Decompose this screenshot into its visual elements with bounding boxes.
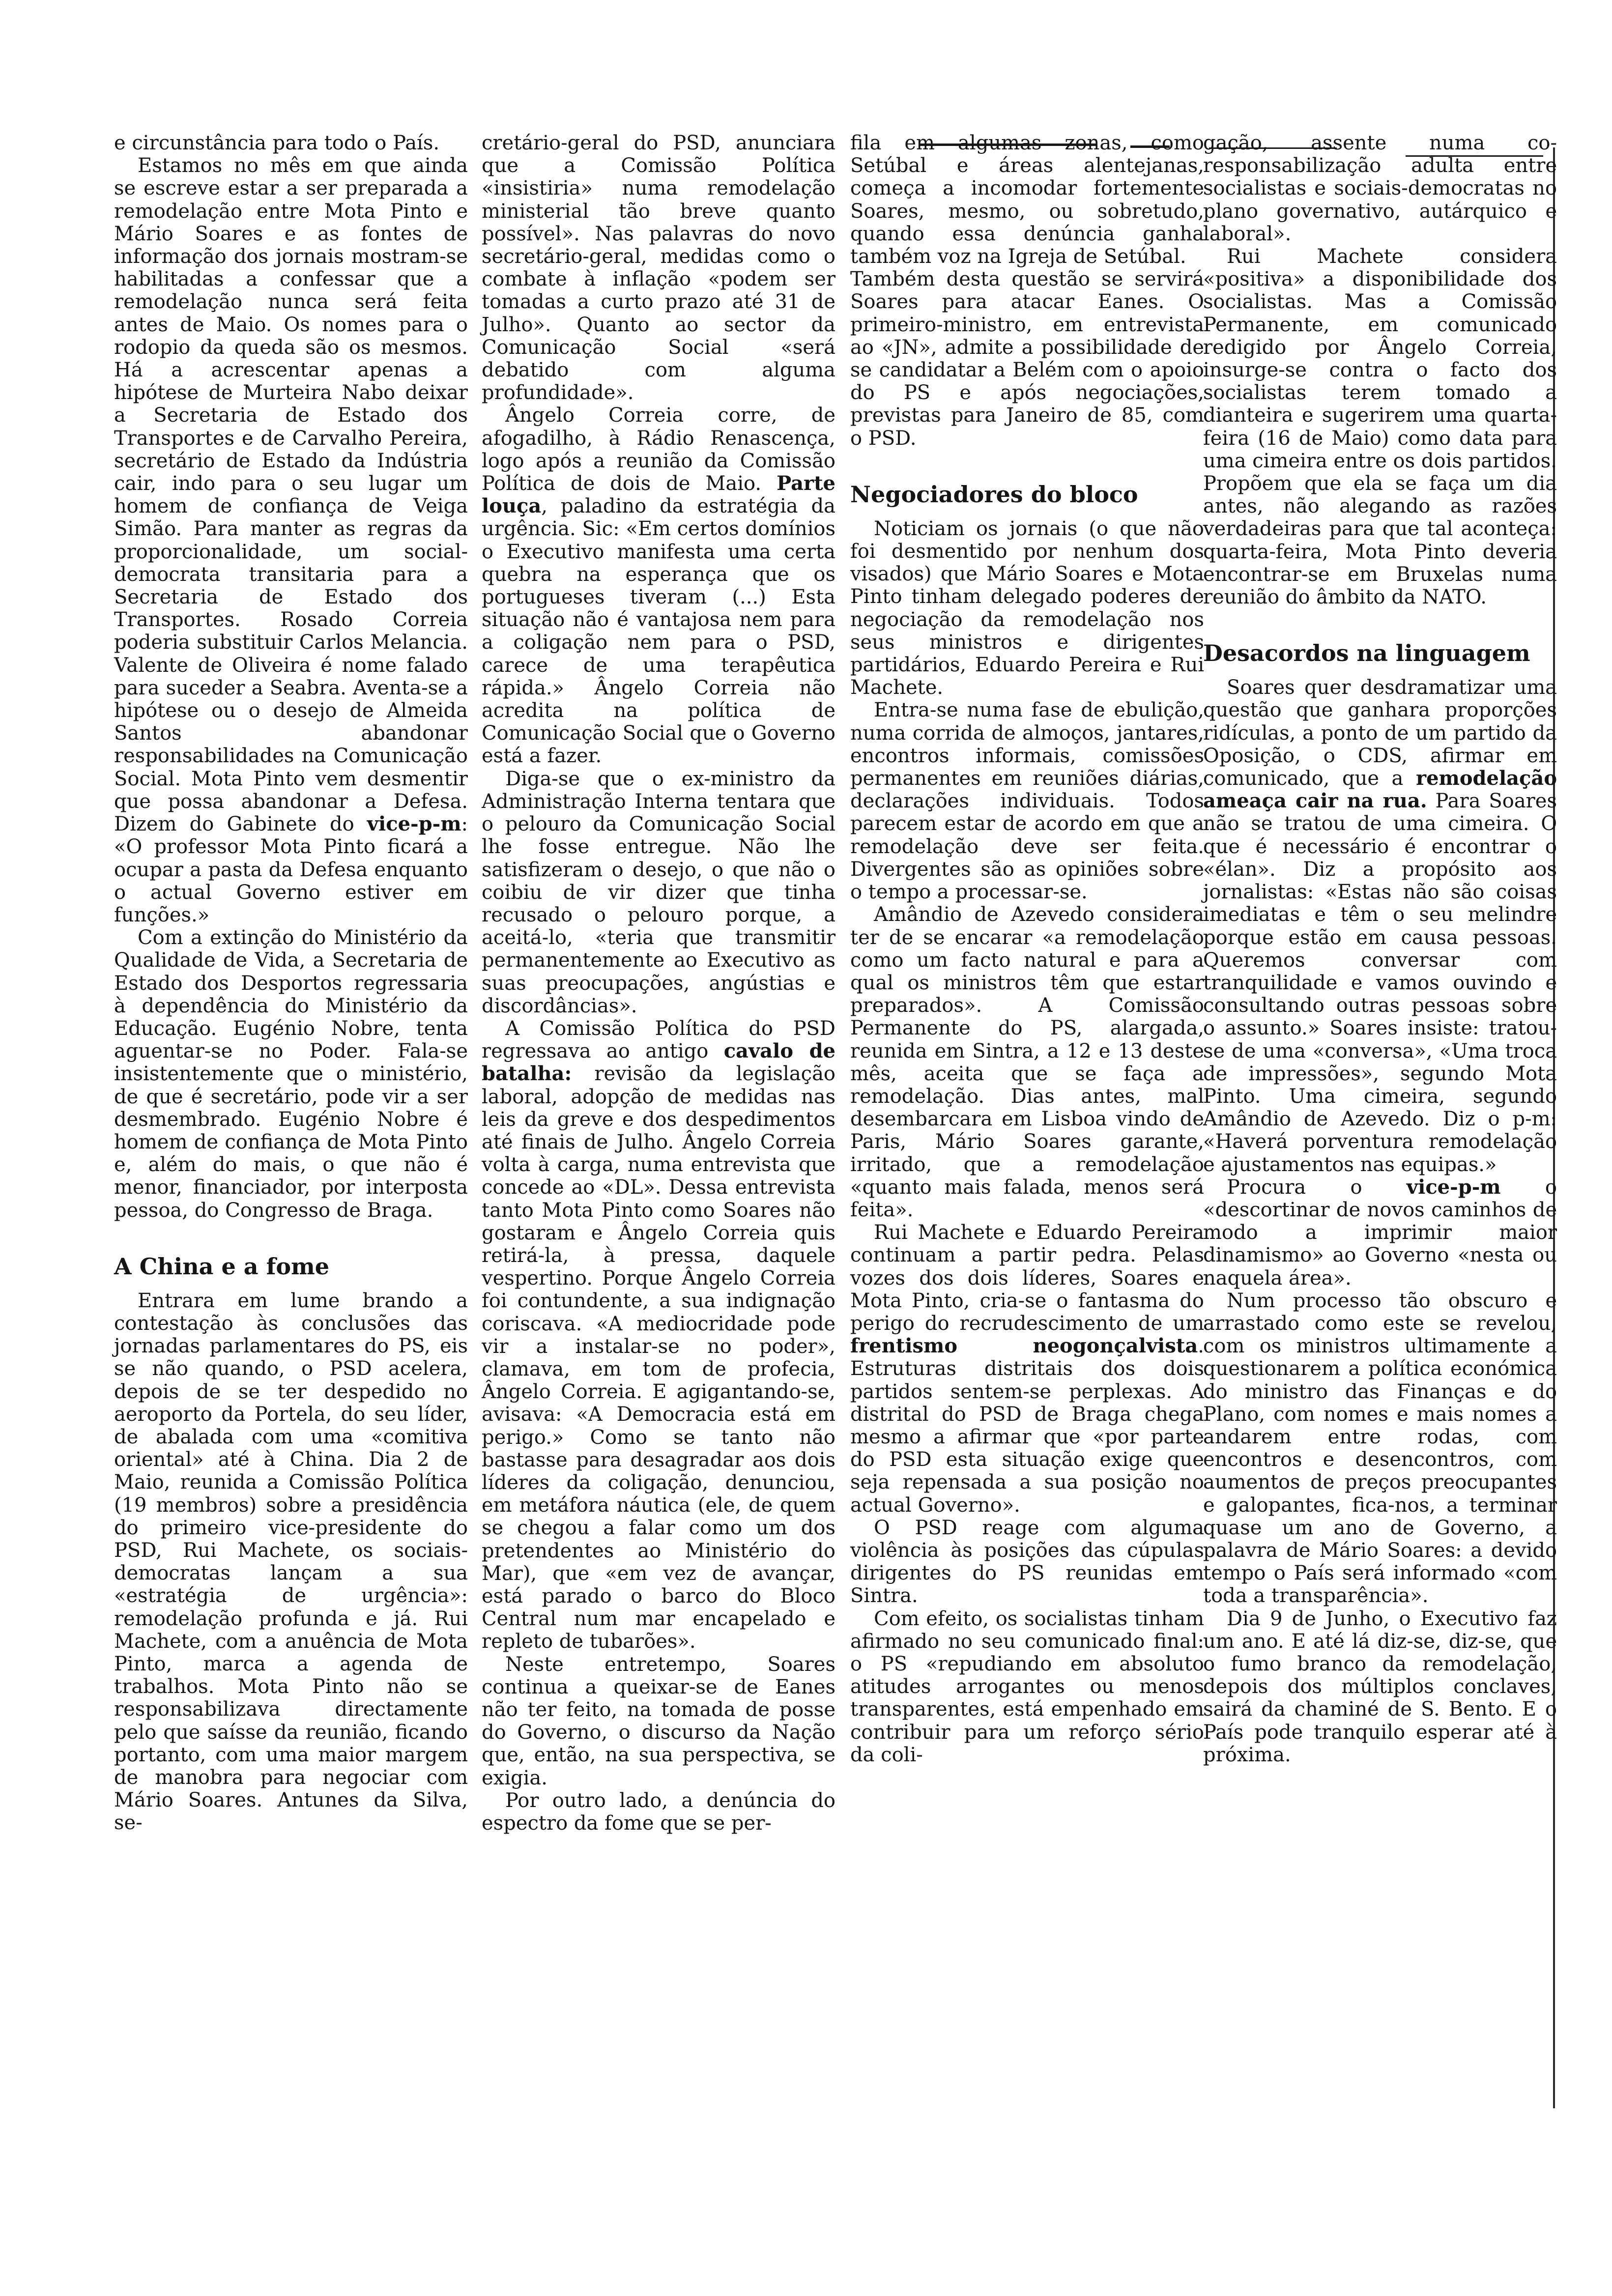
paragraph: Por outro lado, a denúncia do espectro da fome que se per- [482,1789,835,1835]
column-1 [114,132,468,1835]
section-heading: Negociadores do bloco [850,481,1138,508]
paragraph: gação, assente numa co-responsabilização adulta entre socialistas e sociais-democratas no plano governativo, autárquico e laboral». [1203,132,1557,245]
paragraph: Com a extinção do Ministério da Qualidade de Vida, a Secretaria de Estado dos Desportos regressaria à dependência do Ministério da Educação. Eugénio Nobre, tenta aguentar-se no Poder. Fala-se insistentemente que o ministério, de que é secretário, pode vir a ser desmembrado. Eugénio Nobre é homem de confiança de Mota Pinto e, além do mais, o que não é menor, financiador, por interposta pessoa, do Congresso de Braga. [114,926,468,1222]
paragraph: Estamos no mês em que ainda se escreve estar a ser preparada a remodelação entre Mota Pinto e Mário Soares e as fontes de informação dos jornais mostram-se habilitadas a confessar que a remodelação nunca será feita antes de Maio. Os nomes para o rodopio da queda são os mesmos. Há a acrescentar apenas a hipótese de Murteira Nabo deixar a Secretaria de Estado dos Transportes e de Carvalho Pereira, secretário de Estado da Indústria cair, indo para o seu lugar um homem de confiança de Veiga Simão. Para manter as regras da proporcionalidade, um social-democrata transitaria para a Secretaria de Estado dos Transportes. Rosado Correia poderia substituir Carlos Melancia. Valente de Oliveira é nome falado para suceder a Seabra. Aventa-se a hipótese ou o desejo de Almeida Santos abandonar responsabilidades na Comunicação Social. Mota Pinto vem desmentir que possa abandonar a Defesa. Dizem do Gabinete do vice-p-m: «O professor Mota Pinto ficará a ocupar a pasta da Defesa enquanto o actual Governo estiver em funções.» [114,154,468,926]
paragraph: Neste entretempo, Soares continua a queixar-se de Eanes não ter feito, na tomada de posse do Governo, o discurso da Nação que, então, na sua perspectiva, se exigia. [482,1653,835,1789]
paragraph: Ângelo Correia corre, de afogadilho, à Rádio Renascença, logo após a reunião da Comissão Política de dois de Maio. Parte louça, paladino da estratégia da urgência. Sic: «Em certos domínios o Executivo manifesta uma certa quebra na esperança que os portugueses tiveram (...) Esta situação não é vantajosa nem para a coligação nem para o PSD, carece de uma terapêutica rápida.» Ângelo Correia não acredita na política de Comunicação Social que o Governo está a fazer. [482,404,835,768]
column-4 [1203,132,1557,1766]
paragraph: fila em algumas zonas, como Setúbal e áreas alentejanas, começa a incomodar fortemente Soares, mesmo, ou sobretudo, quando essa denúncia ganha também voz na Igreja de Setúbal. [850,132,1204,268]
paragraph: Procura o vice-p-m o «descortinar de novos caminhos de modo a imprimir maior dinamismo» ao Governo «nesta ou naquela área». [1203,1175,1557,1290]
paragraph: Diga-se que o ex-ministro da Administração Interna tentara que o pelouro da Comunicação Social lhe fosse entregue. Não lhe satisfizeram o desejo, o que não o coibiu de vir dizer que tinha recusado o pelouro porque, a aceitá-lo, «teria que transmitir permanentemente ao Executivo as suas preocupações, angústias e discordâncias». [482,767,835,1017]
paragraph: Rui Machete e Eduardo Pereira continuam a partir pedra. Pelas vozes dos dois líderes, Soares e Mota Pinto, cria-se o fantasma do perigo do recrudescimento de um frentismo neogonçalvista. Estruturas distritais dos dois partidos sentem-se perplexas. A distrital do PSD de Braga chega mesmo a afirmar que «por parte do PSD esta situação exige que seja repensada a sua posição no actual Governo». [850,1221,1204,1517]
section-heading: A China e a fome [114,1253,330,1280]
paragraph: Num processo tão obscuro e arrastado como este se revelou, com os ministros ultimamente a questionarem a política económica do ministro das Finanças e do Plano, com nomes e mais nomes a andarem entre rodas, com encontros e desencontros, com aumentos de preços preocupantes e galopantes, fica-nos, a terminar quase um ano de Governo, a palavra de Mário Soares: a devido tempo o País será informado «com toda a transparência». [1203,1289,1557,1607]
paragraph: Com efeito, os socialistas tinham afirmado no seu comunicado final: o PS «repudiando em absoluto atitudes arrogantes ou menos transparentes, está empenhado em contribuir para um reforço sério da coli- [850,1607,1204,1766]
paragraph: O PSD reage com alguma violência às posições das cúpulas dirigentes do PS reunidas em Sintra. [850,1516,1204,1607]
paragraph: Entrara em lume brando a contestação às conclusões das jornadas parlamentares do PS, eis se não quando, o PSD acelera, depois de se ter despedido no aeroporto da Portela, do seu líder, de abalada com uma «comitiva oriental» até à China. Dia 2 de Maio, reunida a Comissão Política (19 membros) sobre a presidência do primeiro vice-presidente do PSD, Rui Machete, os sociais-democratas lançam a sua «estratégia de urgência»: remodelação profunda e já. Rui Machete, com a anuência de Mota Pinto, marca a agenda de trabalhos. Mota Pinto não se responsabilizava directamente pelo que saísse da reunião, ficando portanto, com uma maior margem de manobra para negociar com Mário Soares. Antunes da Silva, se- [114,1289,468,1835]
paragraph: Noticiam os jornais (o que não foi desmentido por nenhum dos visados) que Mário Soares e Mota Pinto tinham delegado poderes de negociação da remodelação nos seus ministros e dirigentes partidários, Eduardo Pereira e Rui Machete. [850,517,1204,699]
paragraph: Amândio de Azevedo considera ter de se encarar «a remodelação como um facto natural e para a qual os ministros têm que estar preparados». A Comissão Permanente do PS, alargada, reunida em Sintra, a 12 e 13 deste mês, aceita que se faça a remodelação. Dias antes, mal desembarcara em Lisboa vindo de Paris, Mário Soares garante, irritado, que a remodelação «quanto mais falada, menos será feita». [850,903,1204,1221]
paragraph: Entra-se numa fase de ebulição, numa corrida de almoços, jantares, encontros informais, comissões permanentes em reuniões diárias, declarações individuais. Todos parecem estar de acordo em que a remodelação deve ser feita. Divergentes são as opiniões sobre o tempo a processar-se. [850,699,1204,904]
paragraph: Soares quer desdramatizar uma questão que ganhara proporções ridículas, a ponto de um partido da Oposição, o CDS, afirmar em comunicado, que a remodelação ameaça cair na rua. Para Soares não se tratou de uma cimeira. O que é necessário é encontrar o «élan». Diz a propósito aos jornalistas: «Estas não são coisas imediatas e têm o seu melindre porque estão em causa pessoas. Queremos conversar com tranquilidade e vamos ouvindo e consultando outras pessoas sobre o assunto.» Soares insiste: tratou-se de uma «conversa», «Uma troca de impressões», segundo Mota Pinto. Uma cimeira, segundo Amândio de Azevedo. Diz o p-m: «Haverá porventura remodelação e ajustamentos nas equipas.» [1203,676,1557,1176]
paragraph: cretário-geral do PSD, anunciara que a Comissão Política «insistiria» numa remodelação ministerial tão breve quanto possível». Nas palavras do novo secretário-geral, medidas como o combate à inflação «podem ser tomadas a curto prazo até 31 de Julho». Quanto ao sector da Comunicação Social «será debatido com alguma profundidade». [482,132,835,404]
column-3 [850,132,1204,1766]
paragraph: A Comissão Política do PSD regressava ao antigo cavalo de batalha: revisão da legislação laboral, adopção de medidas nas leis da greve e dos despedimentos até finais de Julho. Ângelo Correia volta à carga, numa entrevista que concede ao «DL». Dessa entrevista tanto Mota Pinto como Soares não gostaram e Ângelo Correia quis retirá-la, à pressa, daquele vespertino. Porque Ângelo Correia foi contundente, a sua indignação coriscava. «A mediocridade pode vir a instalar-se no poder», clamava, em tom de profecia, Ângelo Correia. E agigantando-se, avisava: «A Democracia está em perigo.» Como se tanto não bastasse para desagradar aos dois líderes da coligação, denunciou, em metáfora náutica (ele, de quem se chegou a falar como um dos pretendentes ao Ministério do Mar), que «em vez de avançar, está parado o barco do Bloco Central num mar encapelado e repleto de tubarões». [482,1017,835,1653]
section-heading: Desacordos na linguagem [1203,640,1530,667]
paragraph: Dia 9 de Junho, o Executivo faz um ano. E até lá diz-se, diz-se, que o fumo branco da remodelação, depois dos múltiplos conclaves, sairá da chaminé de S. Bento. E o País pode tranquilo esperar até à próxima. [1203,1607,1557,1766]
paragraph: e circunstância para todo o País. [114,132,440,154]
column-2 [482,132,835,1835]
paragraph: Também desta questão se servirá Soares para atacar Eanes. O primeiro-ministro, em entrevista ao «JN», admite a possibilidade de se candidatar a Belém com o apoio do PS e após negociações, previstas para Janeiro de 85, com o PSD. [850,268,1204,450]
paragraph: Rui Machete considera «positiva» a disponibilidade dos socialistas. Mas a Comissão Permanente, em comunicado redigido por Ângelo Correia, insurge-se contra o facto dos socialistas terem tomado a dianteira e sugerirem uma quarta-feira (16 de Maio) como data para uma cimeira entre os dois partidos. Propõem que ela se faça um dia antes, não alegando as razões verdadeiras para que tal aconteça: quarta-feira, Mota Pinto deveria encontrar-se em Bruxelas numa reunião do âmbito da NATO. [1203,245,1557,609]
